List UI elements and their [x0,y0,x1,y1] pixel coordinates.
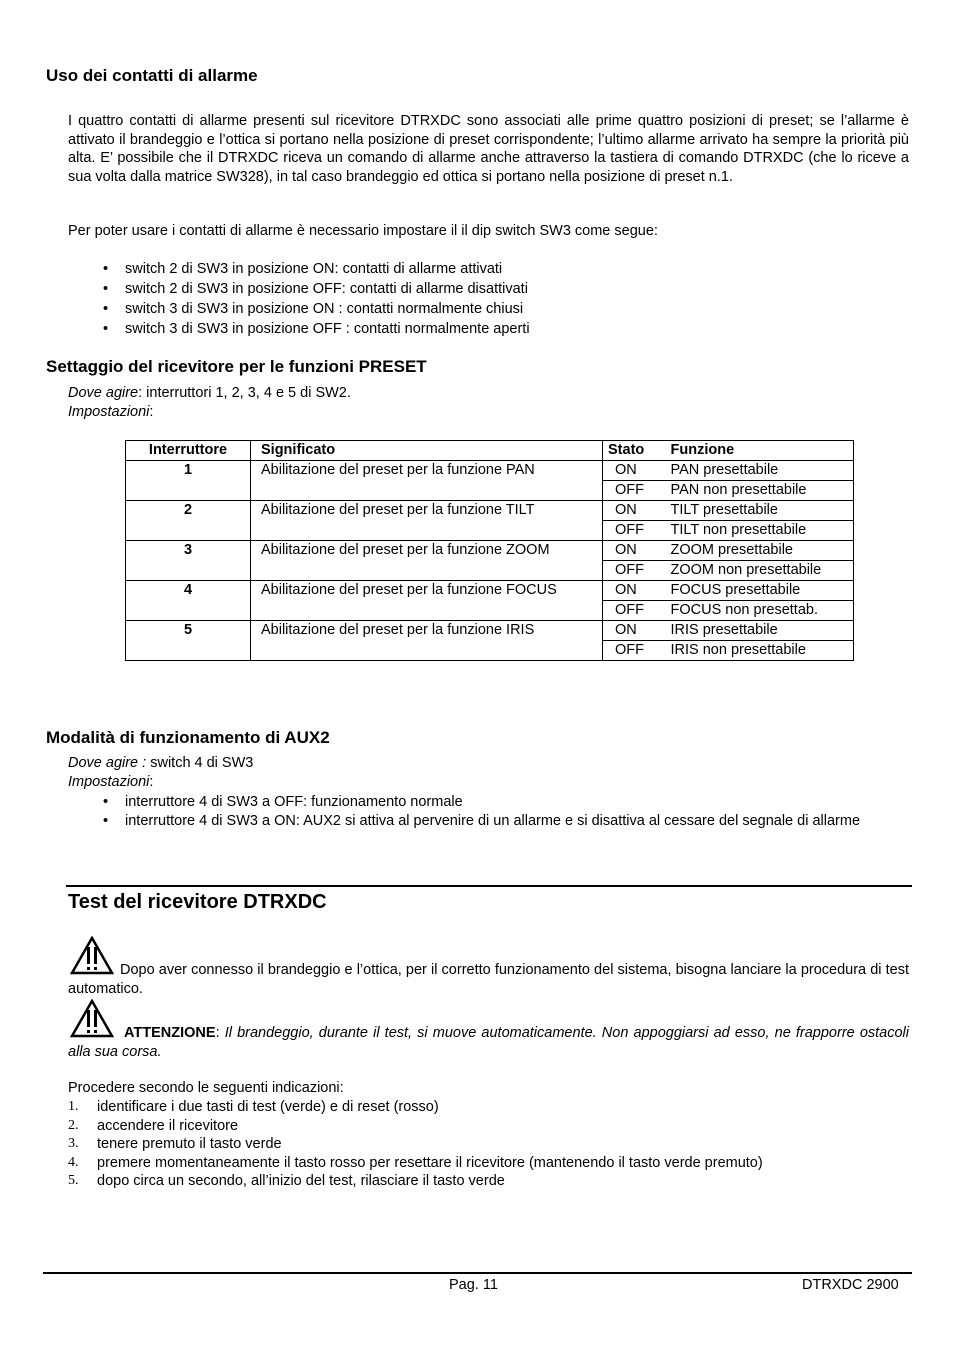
list-item: • interruttore 4 di SW3 a OFF: funzionamento normale [68,793,909,812]
step-text: dopo circa un secondo, all’inizio del test, rilasciare il tasto verde [97,1173,505,1189]
switch-meaning: Abilitazione del preset per la funzione TILT [251,501,603,541]
attention-colon: : [215,1025,220,1041]
state-on: ON [603,581,671,601]
state-off: OFF [603,521,671,541]
step-number: 5. [68,1173,79,1188]
state-off: OFF [603,641,671,661]
alarm-switch-list [68,260,909,340]
list-item: • switch 3 di SW3 in posizione OFF : contatti normalmente aperti [68,320,909,340]
preset-switch-table [125,440,854,661]
state-on: ON [603,541,671,561]
table-row [126,541,854,561]
preset-where [68,384,351,403]
section-heading-preset: Settaggio del ricevitore per le funzioni PRESET [46,357,427,376]
table-row [126,501,854,521]
step-number: 2. [68,1117,79,1133]
procedure-intro: Procedere secondo le seguenti indicazioni: [68,1080,344,1096]
list-item: • interruttore 4 di SW3 a ON: AUX2 si attiva al pervenire di un allarme e si disattiva al cessare del segnale di allarme [68,812,909,831]
table-row [126,461,854,481]
step-number: 4. [68,1154,79,1170]
table-row [126,621,854,641]
section-heading-aux2: Modalità di funzionamento di AUX2 [46,728,330,747]
warning-attention-paragraph [68,1024,909,1061]
section-heading-test: Test del ricevitore DTRXDC [68,891,327,913]
switch-number: 2 [126,501,251,541]
settings-colon: : [149,404,154,420]
function-off: TILT non presettabile [671,521,854,541]
step-number: 1. [68,1099,79,1114]
list-item [68,1154,763,1173]
settings-label: Impostazioni [68,774,150,790]
list-item: • switch 3 di SW3 in posizione ON : contatti normalmente chiusi [68,300,909,320]
function-off: ZOOM non presettabile [671,561,854,581]
function-off: PAN non presettabile [671,481,854,501]
state-on: ON [603,501,671,521]
test-steps-list [68,1098,763,1191]
col-header: Significato [251,441,603,461]
switch-meaning: Abilitazione del preset per la funzione ZOOM [251,541,603,581]
col-header: Stato [603,441,671,461]
where-text: : interruttori 1, 2, 3, 4 e 5 di SW2. [138,385,351,401]
attention-text: Il brandeggio, durante il test, si muove automaticamente. Non appoggiarsi ad esso, ne frapporre ostacoli alla sua corsa. [68,1025,909,1060]
footer-divider [43,1272,912,1274]
function-on: TILT presettabile [671,501,854,521]
table-header-row [126,441,854,461]
section-divider [66,885,912,887]
function-on: IRIS presettabile [671,621,854,641]
dip-switch-intro: Per poter usare i contatti di allarme è necessario impostare il il dip switch SW3 come segue: [68,223,658,239]
switch-meaning: Abilitazione del preset per la funzione FOCUS [251,581,603,621]
function-on: PAN presettabile [671,461,854,481]
state-off: OFF [603,561,671,581]
section-heading-alarm-contacts: Uso dei contatti di allarme [46,66,258,85]
list-item [68,1172,763,1191]
document-code: DTRXDC 2900 [802,1277,899,1293]
step-text: premere momentaneamente il tasto rosso per resettare il ricevitore (mantenendo il tasto verde premuto) [97,1154,763,1171]
aux2-where [68,754,253,773]
switch-meaning: Abilitazione del preset per la funzione PAN [251,461,603,501]
function-off: FOCUS non presettab. [671,601,854,621]
function-on: ZOOM presettabile [671,541,854,561]
aux2-settings [68,773,153,792]
where-label: Dove agire [68,385,139,401]
attention-label: ATTENZIONE [124,1025,216,1041]
state-off: OFF [603,481,671,501]
settings-colon: : [149,774,154,790]
table-row [126,581,854,601]
aux2-list [68,793,909,830]
step-text: accendere il ricevitore [97,1117,239,1134]
state-on: ON [603,461,671,481]
where-text: switch 4 di SW3 [146,755,254,771]
where-label: Dove agire : [68,755,147,771]
step-text: identificare i due tasti di test (verde) e di reset (rosso) [97,1099,439,1115]
step-text: tenere premuto il tasto verde [97,1136,282,1152]
list-item [68,1117,763,1136]
function-on: FOCUS presettabile [671,581,854,601]
alarm-contacts-paragraph: I quattro contatti di allarme presenti sul ricevitore DTRXDC sono associati alle prime quattro posizioni di preset; se l’allarme è attivato il brandeggio e l’ottica si portano nella posizione di preset corrispondente; l’ultimo allarme arrivato ha sempre la priorità più alta. E’ possibile che il DTRXDC riceva un comando di allarme anche attraverso la tastiera di comando DTRXDC (che lo riceve a sua volta dalla matrice SW328), in tal caso brandeggio ed ottica si portano nella posizione di preset n.1. [68,113,909,185]
function-off: IRIS non presettabile [671,641,854,661]
state-on: ON [603,621,671,641]
list-item: • switch 2 di SW3 in posizione OFF: contatti di allarme disattivati [68,280,909,300]
step-number: 3. [68,1136,79,1151]
switch-number: 4 [126,581,251,621]
switch-number: 3 [126,541,251,581]
switch-number: 5 [126,621,251,661]
state-off: OFF [603,601,671,621]
col-header: Interruttore [126,441,251,461]
col-header: Funzione [671,441,854,461]
warning-connect-paragraph: Dopo aver connesso il brandeggio e l’ottica, per il corretto funzionamento del sistema, bisogna lanciare la procedura di test automatico. [68,962,909,997]
switch-number: 1 [126,461,251,501]
list-item [68,1135,763,1154]
settings-label: Impostazioni [68,404,150,420]
preset-settings [68,403,153,422]
list-item [68,1098,763,1117]
page-number: Pag. 11 [449,1277,498,1293]
list-item: • switch 2 di SW3 in posizione ON: contatti di allarme attivati [68,260,909,280]
switch-meaning: Abilitazione del preset per la funzione IRIS [251,621,603,661]
